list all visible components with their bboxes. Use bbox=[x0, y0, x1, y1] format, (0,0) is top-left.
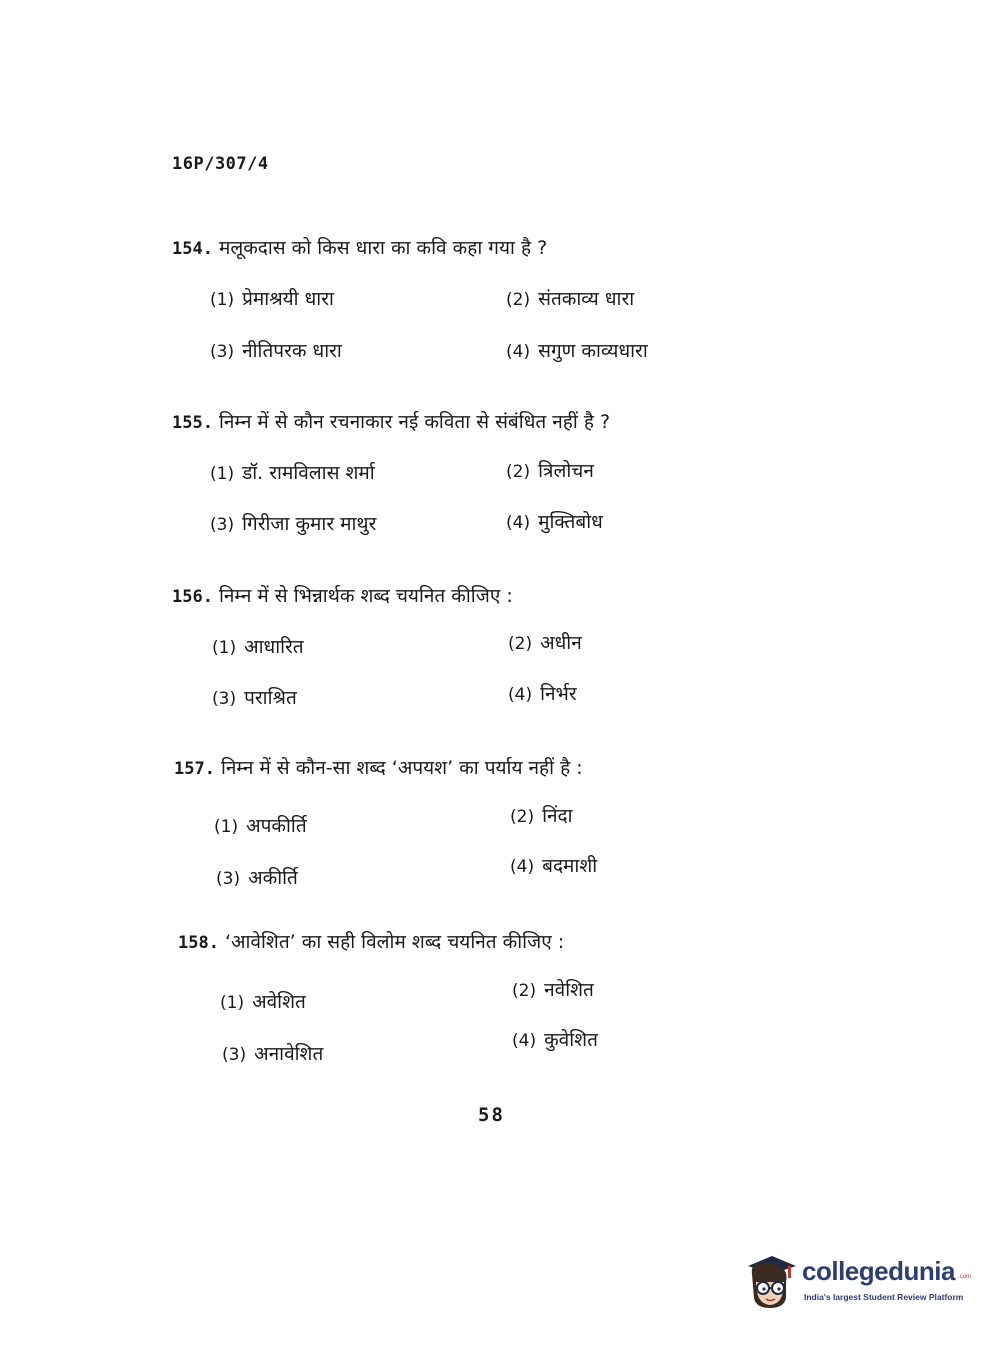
option-2: (2) नवेशित bbox=[512, 979, 594, 1001]
question-text: मलूकदास को किस धारा का कवि कहा गया है ? bbox=[218, 237, 548, 259]
question-stem bbox=[174, 754, 583, 780]
option-4: (4) कुवेशित bbox=[512, 1029, 598, 1051]
question-number: 154. bbox=[172, 239, 213, 259]
option-1: (1) प्रेमाश्रयी धारा bbox=[210, 288, 334, 310]
logo-domain-suffix: .com bbox=[958, 1274, 972, 1280]
option-2: (2) अधीन bbox=[508, 632, 582, 654]
option-1: (1) डॉ. रामविलास शर्मा bbox=[210, 462, 375, 484]
collegedunia-logo bbox=[742, 1248, 972, 1318]
option-2: (2) निंदा bbox=[510, 805, 573, 827]
logo-brand: collegedunia bbox=[802, 1256, 955, 1286]
mascot-icon bbox=[742, 1252, 798, 1312]
logo-tagline: India's largest Student Review Platform bbox=[804, 1292, 964, 1302]
question-stem bbox=[172, 408, 610, 434]
question-text: निम्न में से भिन्नार्थक शब्द चयनित कीजिए : bbox=[218, 585, 513, 607]
paper-code: 16P/307/4 bbox=[172, 154, 269, 174]
page-number: 58 bbox=[478, 1104, 505, 1126]
option-4: (4) सगुण काव्यधारा bbox=[506, 340, 648, 362]
question-stem bbox=[178, 928, 564, 954]
option-1: (1) अवेशित bbox=[220, 991, 306, 1013]
question-text: निम्न में से कौन रचनाकार नई कविता से संबंधित नहीं है ? bbox=[218, 411, 611, 433]
option-4: (4) बदमाशी bbox=[510, 855, 598, 877]
question-number: 158. bbox=[178, 933, 219, 953]
option-3: (3) पराश्रित bbox=[212, 687, 297, 709]
option-1: (1) अपकीर्ति bbox=[214, 815, 307, 837]
option-3: (3) अकीर्ति bbox=[216, 867, 298, 889]
question-number: 157. bbox=[174, 759, 215, 779]
option-1: (1) आधारित bbox=[212, 636, 304, 658]
option-2: (2) संतकाव्य धारा bbox=[506, 288, 635, 310]
option-3: (3) नीतिपरक धारा bbox=[210, 340, 342, 362]
question-text: निम्न में से कौन-सा शब्द ‘अपयश’ का पर्याय नहीं है : bbox=[220, 757, 583, 779]
option-2: (2) त्रिलोचन bbox=[506, 460, 594, 482]
question-number: 155. bbox=[172, 413, 213, 433]
question-text: ‘आवेशित’ का सही विलोम शब्द चयनित कीजिए : bbox=[224, 931, 565, 953]
option-4: (4) निर्भर bbox=[508, 683, 577, 705]
question-number: 156. bbox=[172, 587, 213, 607]
option-3: (3) गिरीजा कुमार माथुर bbox=[210, 513, 377, 535]
question-stem bbox=[172, 582, 513, 608]
question-stem bbox=[172, 234, 547, 260]
option-4: (4) मुक्तिबोध bbox=[506, 511, 603, 533]
option-3: (3) अनावेशित bbox=[222, 1043, 324, 1065]
